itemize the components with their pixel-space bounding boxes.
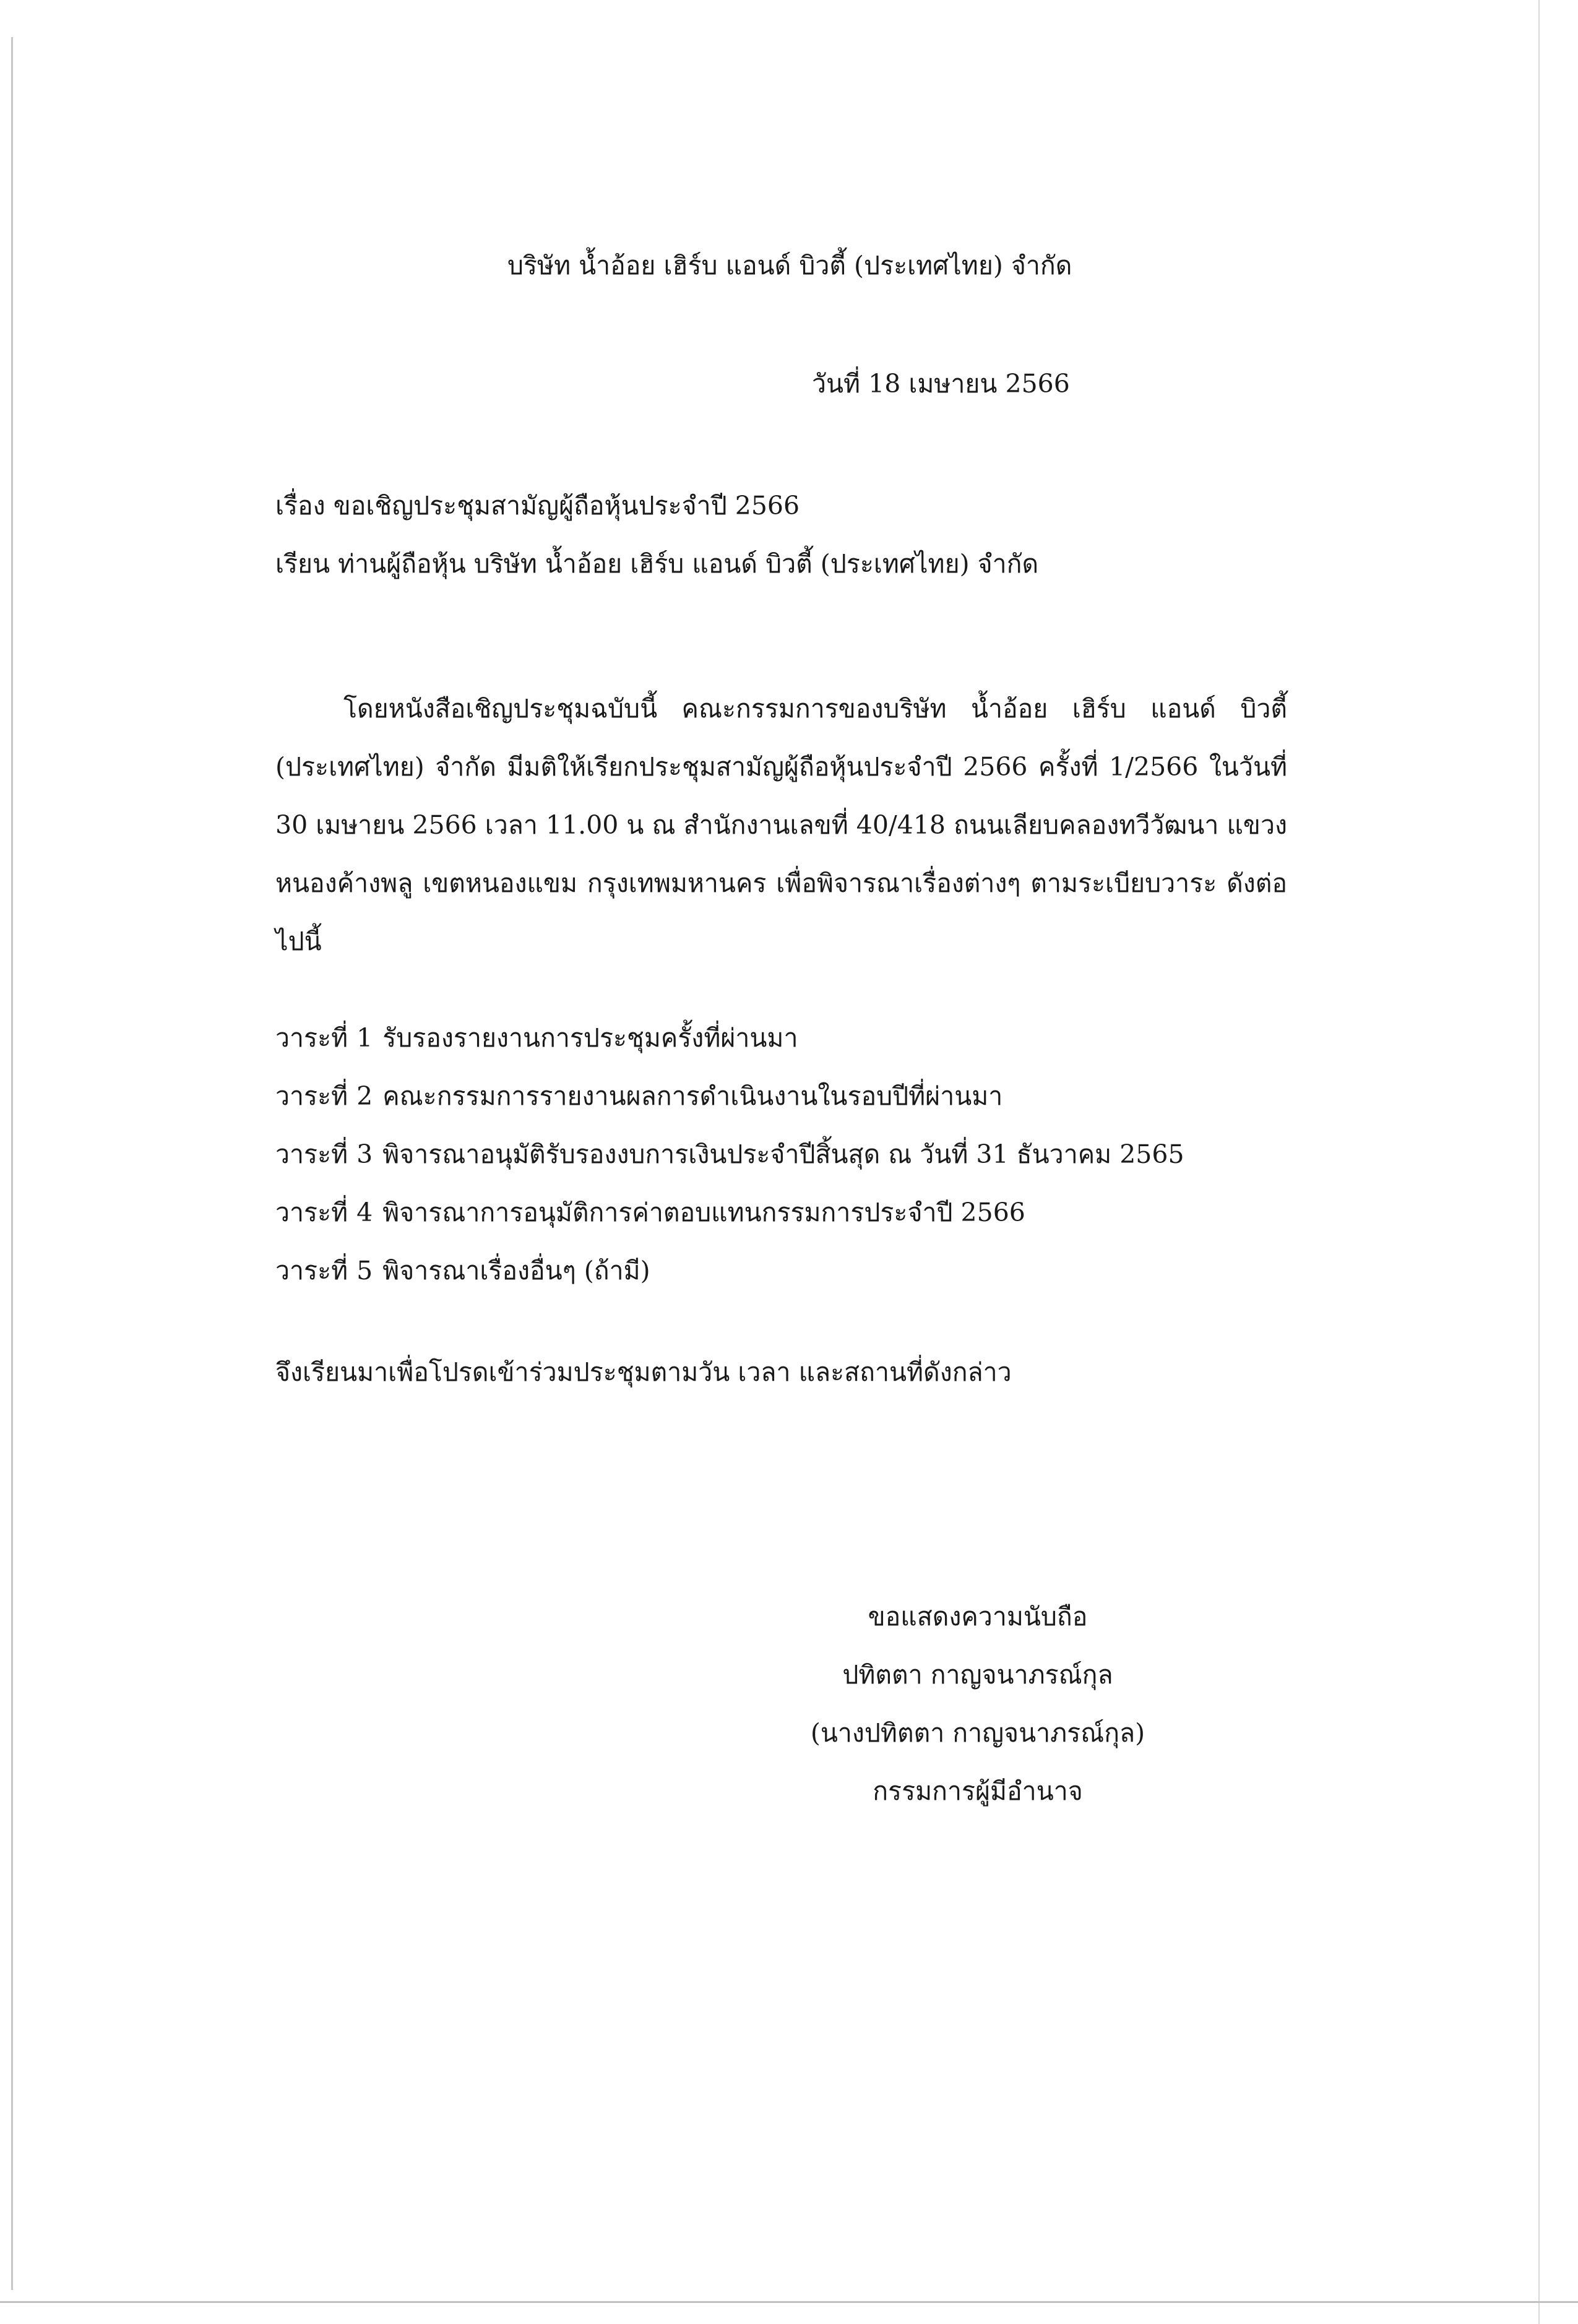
letter-date: วันที่ 18 เมษายน 2566: [812, 369, 1070, 399]
agenda-number: 5: [356, 1256, 373, 1285]
signature-salutation: ขอแสดงความนับถือ: [868, 1602, 1088, 1631]
signature-signed-name: ปทิตตา กาญจนาภรณ์กุล: [842, 1660, 1113, 1690]
closing-line: จึงเรียนมาเพื่อโปรดเข้าร่วมประชุมตามวัน เวลา และสถานที่ดังกล่าว: [275, 1357, 1012, 1387]
signature-position: กรรมการผู้มีอำนาจ: [873, 1776, 1083, 1806]
subject-line: เรื่อง ขอเชิญประชุมสามัญผู้ถือหุ้นประจำปี 2566: [275, 491, 800, 521]
scan-edge-right: [1538, 0, 1540, 2324]
agenda-number: 3: [356, 1139, 373, 1169]
agenda-number: 4: [356, 1198, 373, 1227]
agenda-label: วาระที่: [275, 1023, 348, 1053]
agenda-item: [275, 1067, 1184, 1125]
agenda-number: 1: [356, 1023, 373, 1053]
agenda-number: 2: [356, 1081, 373, 1111]
agenda-item: [275, 1009, 1184, 1067]
agenda-label: วาระที่: [275, 1139, 348, 1169]
body-paragraph: โดยหนังสือเชิญประชุมฉบับนี้ คณะกรรมการของบริษัท น้ำอ้อย เฮิร์บ แอนด์ บิวตี้ (ประเทศไทย) จำกัด มีมติให้เรียกประชุมสามัญผู้ถือหุ้นประจำปี 2566 ครั้งที่ 1/2566 ในวันที่ 30 เมษายน 2566 เวลา 11.00 น ณ สำนักงานเลขที่ 40/418 ถนนเลียบคลองทวีวัฒนา แขวงหนองค้างพลู เขตหนองแขม กรุงเทพมหานคร เพื่อพิจารณาเรื่องต่างๆ ตามระเบียบวาระ ดังต่อไปนี้: [275, 694, 1287, 956]
scan-edge-bottom: [0, 2301, 1578, 2303]
agenda-item: [275, 1183, 1184, 1242]
signature-full-name: (นางปทิตตา กาญจนาภรณ์กุล): [810, 1718, 1145, 1748]
agenda-text: พิจารณาเรื่องอื่นๆ (ถ้ามี): [382, 1256, 650, 1285]
agenda-item: [275, 1242, 1184, 1300]
agenda-item: [275, 1125, 1184, 1183]
agenda-list: [275, 1009, 1184, 1300]
agenda-text: รับรองรายงานการประชุมครั้งที่ผ่านมา: [382, 1023, 798, 1053]
agenda-text: พิจารณาการอนุมัติการค่าตอบแทนกรรมการประจำปี 2566: [382, 1198, 1025, 1227]
signature-block: [804, 1587, 1151, 1820]
agenda-text: คณะกรรมการรายงานผลการดำเนินงานในรอบปีที่ผ่านมา: [382, 1081, 1003, 1111]
agenda-label: วาระที่: [275, 1081, 348, 1111]
agenda-label: วาระที่: [275, 1198, 348, 1227]
agenda-label: วาระที่: [275, 1256, 348, 1285]
scan-edge-left: [11, 37, 13, 2290]
recipient-line: เรียน ท่านผู้ถือหุ้น บริษัท น้ำอ้อย เฮิร์บ แอนด์ บิวตี้ (ประเทศไทย) จำกัด: [275, 549, 1039, 579]
agenda-text: พิจารณาอนุมัติรับรองงบการเงินประจำปีสิ้นสุด ณ วันที่ 31 ธันวาคม 2565: [382, 1139, 1184, 1169]
company-header: บริษัท น้ำอ้อย เฮิร์บ แอนด์ บิวตี้ (ประเทศไทย) จำกัด: [507, 251, 1072, 280]
